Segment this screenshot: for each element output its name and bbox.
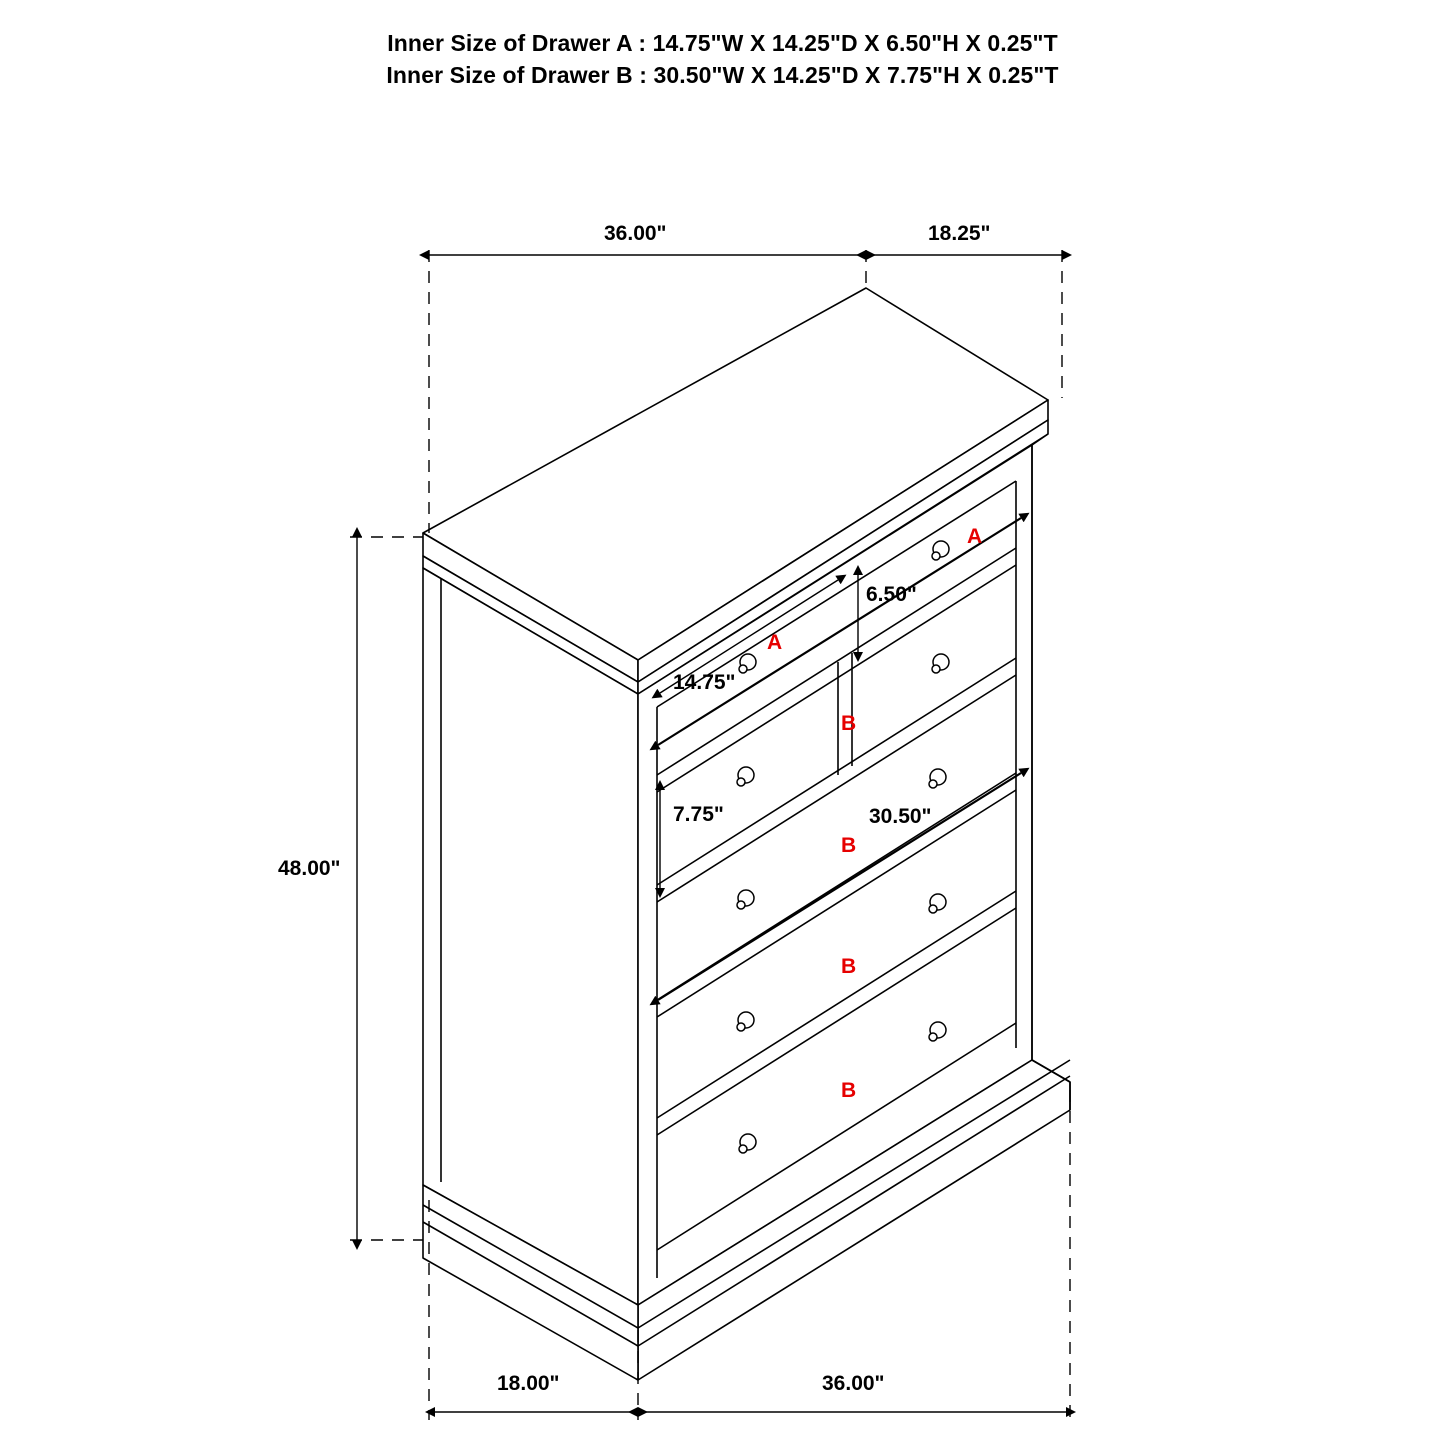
dim-base-depth: 18.00" xyxy=(497,1372,560,1395)
dim-drawer-b-width: 30.50" xyxy=(869,805,932,828)
header-line-drawer-a: Inner Size of Drawer A : 14.75"W X 14.25"D X 6.50"H X 0.25"T xyxy=(387,30,1058,56)
dim-drawer-a-height: 6.50" xyxy=(866,583,917,606)
dim-base-width: 36.00" xyxy=(822,1372,885,1395)
dim-top-width: 36.00" xyxy=(604,222,667,245)
drawer-label-a-left: A xyxy=(767,631,783,654)
drawer-label-a-right: A xyxy=(967,525,983,548)
drawer-label-b-2: B xyxy=(841,834,857,857)
dim-drawer-b-height: 7.75" xyxy=(673,803,724,826)
dim-drawer-a-width: 14.75" xyxy=(673,671,736,694)
drawer-label-b-1: B xyxy=(841,712,857,735)
dim-top-depth: 18.25" xyxy=(928,222,991,245)
dim-height: 48.00" xyxy=(278,857,341,880)
header-line-drawer-b: Inner Size of Drawer B : 30.50"W X 14.25"D X 7.75"H X 0.25"T xyxy=(386,62,1059,88)
drawer-label-b-3: B xyxy=(841,955,857,978)
drawer-label-b-4: B xyxy=(841,1079,857,1102)
